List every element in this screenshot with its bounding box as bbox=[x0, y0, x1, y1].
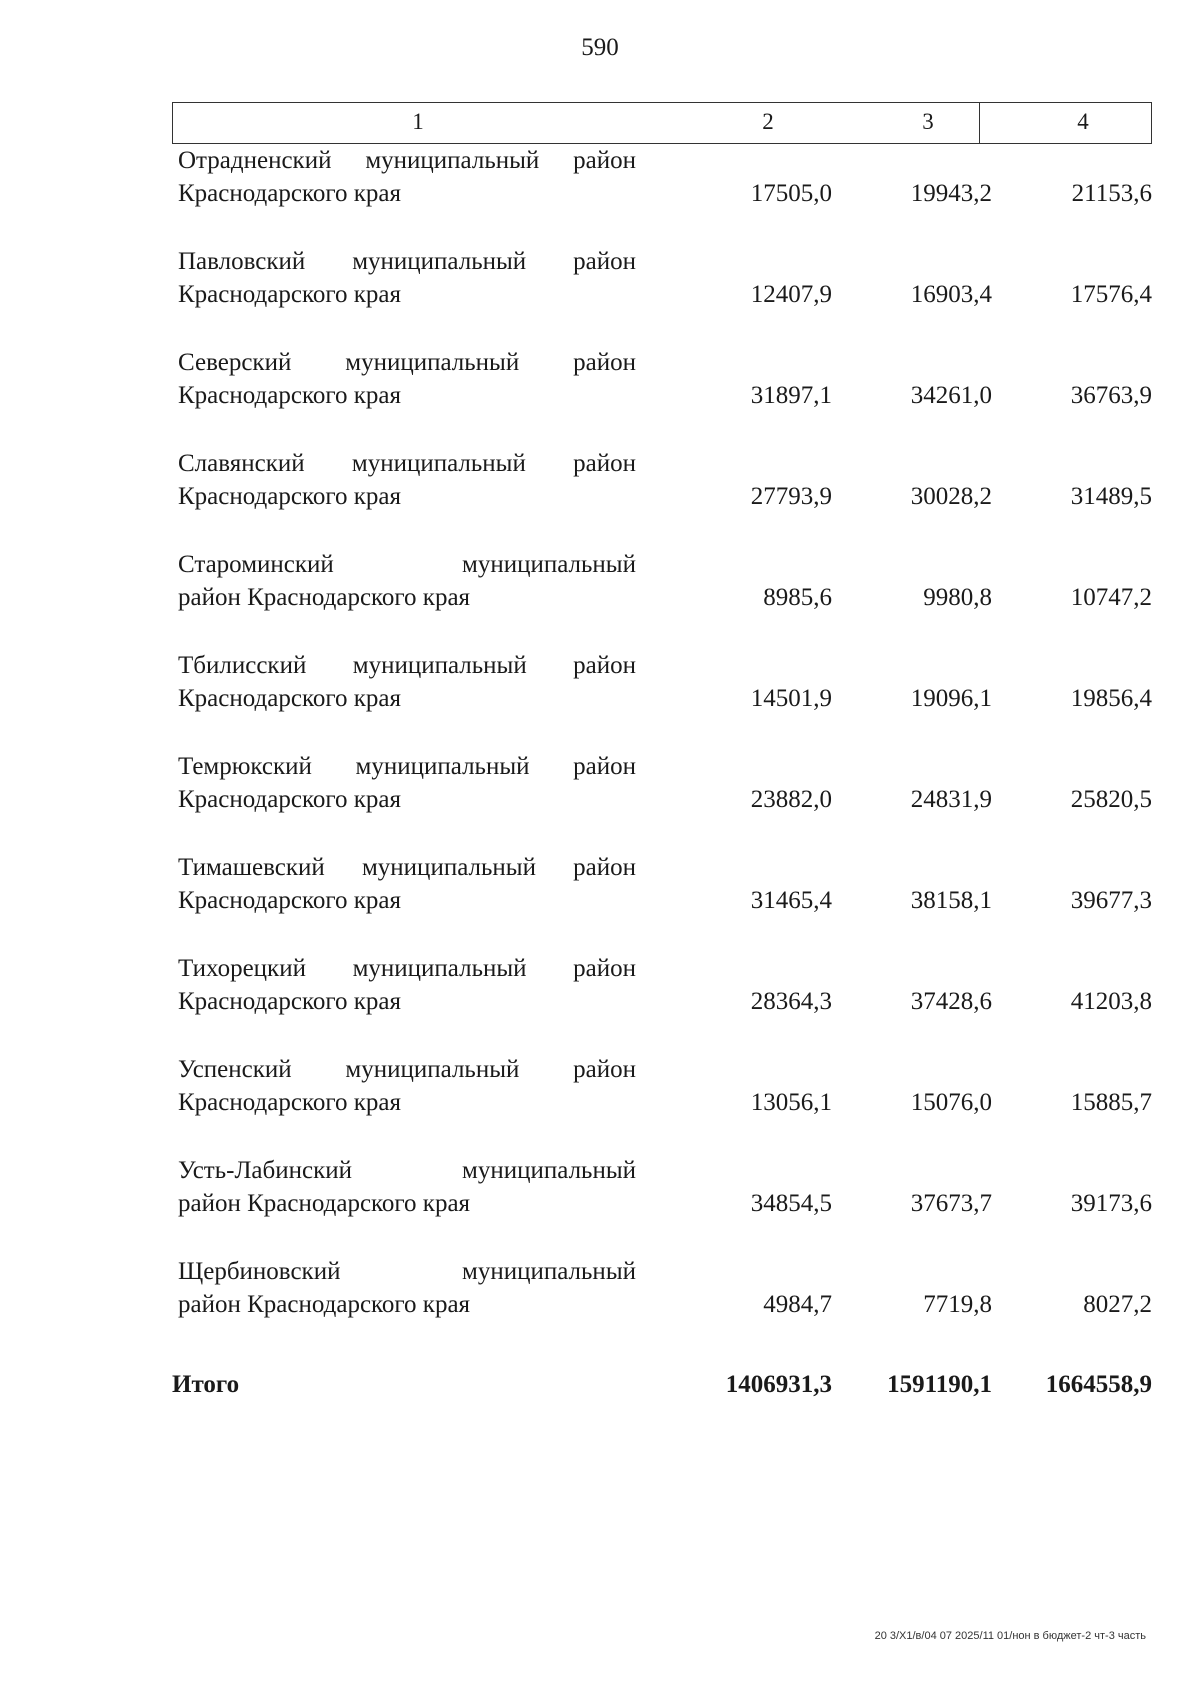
district-name bbox=[178, 952, 636, 1018]
district-name bbox=[178, 750, 636, 816]
page-number: 590 bbox=[581, 34, 619, 61]
value-col-4: 36763,9 bbox=[1070, 382, 1152, 409]
value-col-2: 12407,9 bbox=[750, 281, 832, 308]
district-name-line-2: Краснодарского края bbox=[178, 281, 401, 308]
district-name-line-1: Щербиновский муниципальный bbox=[178, 1258, 636, 1285]
table-row bbox=[172, 1154, 1152, 1255]
total-col-4: 1664558,9 bbox=[1045, 1371, 1152, 1398]
table-row bbox=[172, 548, 1152, 649]
value-col-2: 4984,7 bbox=[763, 1291, 832, 1318]
value-col-2: 27793,9 bbox=[750, 483, 832, 510]
value-col-3: 19943,2 bbox=[910, 180, 992, 207]
value-col-3: 37428,6 bbox=[910, 988, 992, 1015]
value-col-3: 7719,8 bbox=[923, 1291, 992, 1318]
value-col-4: 41203,8 bbox=[1070, 988, 1152, 1015]
district-name bbox=[178, 144, 636, 210]
district-name-line-1: Славянский муниципальный район bbox=[178, 450, 636, 477]
value-col-3: 9980,8 bbox=[923, 584, 992, 611]
table-row bbox=[172, 245, 1152, 346]
district-name-line-2: Краснодарского края bbox=[178, 180, 401, 207]
value-col-4: 8027,2 bbox=[1083, 1291, 1152, 1318]
table-header bbox=[172, 102, 1152, 144]
value-col-3: 15076,0 bbox=[910, 1089, 992, 1116]
table-row bbox=[172, 144, 1152, 245]
value-col-3: 37673,7 bbox=[910, 1190, 992, 1217]
value-col-2: 31465,4 bbox=[750, 887, 832, 914]
district-name-line-2: Краснодарского края bbox=[178, 382, 401, 409]
district-name-line-1: Тихорецкий муниципальный район bbox=[178, 955, 636, 982]
district-name-line-2: район Краснодарского края bbox=[178, 584, 471, 611]
district-name bbox=[178, 346, 636, 412]
footer-note: 20 3/Х1/в/04 07 2025/11 01/нон в бюджет-2 чт-3 часть bbox=[874, 1630, 1146, 1642]
district-name-line-2: Краснодарского края bbox=[178, 1089, 401, 1116]
column-divider bbox=[979, 103, 980, 143]
value-col-3: 19096,1 bbox=[910, 685, 992, 712]
value-col-4: 19856,4 bbox=[1070, 685, 1152, 712]
value-col-4: 31489,5 bbox=[1070, 483, 1152, 510]
district-name-line-1: Усть-Лабинский муниципальный bbox=[178, 1157, 636, 1184]
district-name-line-1: Староминский муниципальный bbox=[178, 551, 636, 578]
district-name-line-1: Отрадненский муниципальный район bbox=[178, 147, 636, 174]
district-name bbox=[178, 245, 636, 311]
table-row bbox=[172, 447, 1152, 548]
table-row bbox=[172, 649, 1152, 750]
value-col-3: 16903,4 bbox=[910, 281, 992, 308]
total-label: Итого bbox=[172, 1371, 240, 1398]
header-col-2: 2 bbox=[762, 109, 774, 134]
district-name-line-2: район Краснодарского края bbox=[178, 1190, 471, 1217]
district-name-line-2: Краснодарского края bbox=[178, 685, 401, 712]
district-name-line-2: Краснодарского края bbox=[178, 786, 401, 813]
district-name-line-1: Северский муниципальный район bbox=[178, 349, 636, 376]
value-col-3: 30028,2 bbox=[910, 483, 992, 510]
budget-table bbox=[172, 102, 1152, 1418]
value-col-2: 13056,1 bbox=[750, 1089, 832, 1116]
value-col-4: 39173,6 bbox=[1070, 1190, 1152, 1217]
value-col-3: 34261,0 bbox=[910, 382, 992, 409]
value-col-2: 23882,0 bbox=[750, 786, 832, 813]
value-col-4: 15885,7 bbox=[1070, 1089, 1152, 1116]
value-col-4: 17576,4 bbox=[1070, 281, 1152, 308]
district-name-line-2: Краснодарского края bbox=[178, 483, 401, 510]
total-col-2: 1406931,3 bbox=[725, 1371, 832, 1398]
table-row bbox=[172, 1255, 1152, 1356]
value-col-2: 8985,6 bbox=[763, 584, 832, 611]
value-col-2: 17505,0 bbox=[750, 180, 832, 207]
table-row bbox=[172, 750, 1152, 851]
district-name bbox=[178, 649, 636, 715]
district-name bbox=[178, 1154, 636, 1220]
district-name-line-2: район Краснодарского края bbox=[178, 1291, 471, 1318]
value-col-3: 24831,9 bbox=[910, 786, 992, 813]
table-row bbox=[172, 851, 1152, 952]
value-col-3: 38158,1 bbox=[910, 887, 992, 914]
header-col-1: 1 bbox=[412, 109, 424, 134]
district-name bbox=[178, 851, 636, 917]
total-col-3: 1591190,1 bbox=[887, 1371, 992, 1398]
district-name bbox=[178, 548, 636, 614]
table-body bbox=[172, 144, 1152, 1356]
district-name-line-1: Павловский муниципальный район bbox=[178, 248, 636, 275]
header-col-3: 3 bbox=[922, 109, 934, 134]
district-name bbox=[178, 1255, 636, 1321]
value-col-4: 39677,3 bbox=[1070, 887, 1152, 914]
value-col-2: 14501,9 bbox=[750, 685, 832, 712]
district-name-line-1: Успенский муниципальный район bbox=[178, 1056, 636, 1083]
district-name-line-2: Краснодарского края bbox=[178, 988, 401, 1015]
district-name-line-1: Тбилисский муниципальный район bbox=[178, 652, 636, 679]
value-col-4: 25820,5 bbox=[1070, 786, 1152, 813]
value-col-4: 21153,6 bbox=[1071, 180, 1152, 207]
table-row bbox=[172, 346, 1152, 447]
district-name-line-2: Краснодарского края bbox=[178, 887, 401, 914]
value-col-2: 31897,1 bbox=[750, 382, 832, 409]
table-row bbox=[172, 952, 1152, 1053]
district-name-line-1: Тимашевский муниципальный район bbox=[178, 854, 636, 881]
district-name bbox=[178, 447, 636, 513]
value-col-4: 10747,2 bbox=[1070, 584, 1152, 611]
district-name-line-1: Темрюкский муниципальный район bbox=[178, 753, 636, 780]
value-col-2: 34854,5 bbox=[750, 1190, 832, 1217]
total-row bbox=[172, 1368, 1152, 1418]
value-col-2: 28364,3 bbox=[750, 988, 832, 1015]
header-col-4: 4 bbox=[1077, 109, 1089, 134]
district-name bbox=[178, 1053, 636, 1119]
table-row bbox=[172, 1053, 1152, 1154]
